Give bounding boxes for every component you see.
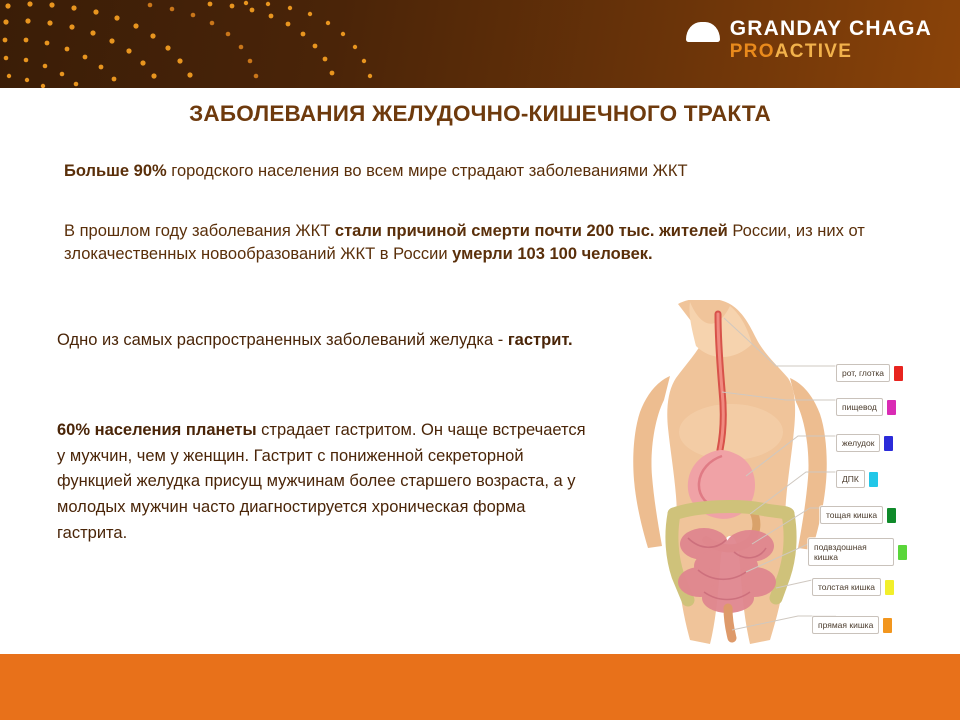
label-color-swatch	[898, 545, 907, 560]
digestive-system-illustration	[600, 300, 952, 652]
label-row	[820, 506, 896, 524]
label-text: подвздошная кишка	[808, 538, 894, 566]
label-row	[808, 538, 907, 566]
brand-tagline	[730, 42, 932, 61]
paragraph1-rest: городского населения во всем мире страдают заболеваниями ЖКТ	[166, 162, 688, 180]
stat-60-percent: 60% населения планеты	[57, 421, 257, 439]
label-color-swatch	[885, 580, 894, 595]
label-row	[836, 398, 896, 416]
paragraph3-text1: Одно из самых распространенных заболеваний желудка -	[57, 331, 508, 349]
label-text: ДПК	[836, 470, 865, 488]
slide-footer	[0, 654, 960, 720]
slide-header	[0, 0, 960, 88]
label-color-swatch	[894, 366, 903, 381]
label-row	[836, 364, 903, 382]
brand-logo-text	[730, 18, 932, 61]
paragraph-mortality	[64, 220, 874, 267]
human-torso-diagram	[600, 300, 952, 652]
label-row	[836, 434, 893, 452]
stat-90-percent: Больше 90%	[64, 162, 167, 180]
paragraph4-text1: страдает гастритом. Он чаще встречается у мужчин, чем у женщин. Гастрит с пониженной секреторной функцией желудка присущ мужчинам более старшего возраста, а у молодых мужчин часто диагностируется хроническая форма гастрита.	[57, 421, 586, 542]
decorative-dot-pattern	[0, 0, 520, 88]
label-color-swatch	[869, 472, 878, 487]
stat-200-thousand: стали причиной смерти почти 200 тыс. жителей	[334, 222, 728, 240]
label-color-swatch	[887, 400, 896, 415]
term-gastritis: гастрит.	[507, 331, 573, 349]
paragraph-prevalence	[64, 160, 894, 183]
label-row	[812, 616, 892, 634]
page-title: ЗАБОЛЕВАНИЯ ЖЕЛУДОЧНО-КИШЕЧНОГО ТРАКТА	[189, 101, 771, 126]
label-text: прямая кишка	[812, 616, 879, 634]
label-text: рот, глотка	[836, 364, 890, 382]
brand-tagline-pre: PRO	[729, 41, 775, 62]
label-text: тощая кишка	[820, 506, 883, 524]
label-color-swatch	[883, 618, 892, 633]
brand-name: GRANDAY CHAGA	[729, 17, 932, 40]
brand-tagline-accent: ACTIVE	[774, 41, 853, 62]
paragraph-gastritis-intro	[57, 328, 577, 354]
chaga-dome-icon	[686, 22, 720, 42]
label-text: толстая кишка	[812, 578, 881, 596]
paragraph-gastritis-details	[57, 418, 597, 547]
label-text: пищевод	[836, 398, 883, 416]
label-row	[812, 578, 894, 596]
label-color-swatch	[887, 508, 896, 523]
paragraph2-text1: В прошлом году заболевания ЖКТ	[64, 222, 335, 240]
paragraph2-text2: России, из них от злокачественных новообразований ЖКТ в России	[64, 222, 865, 264]
label-text: желудок	[836, 434, 880, 452]
label-color-swatch	[884, 436, 893, 451]
label-row	[836, 470, 878, 488]
brand-logo	[686, 18, 932, 61]
stat-103100-people: умерли 103 100 человек.	[452, 245, 653, 264]
